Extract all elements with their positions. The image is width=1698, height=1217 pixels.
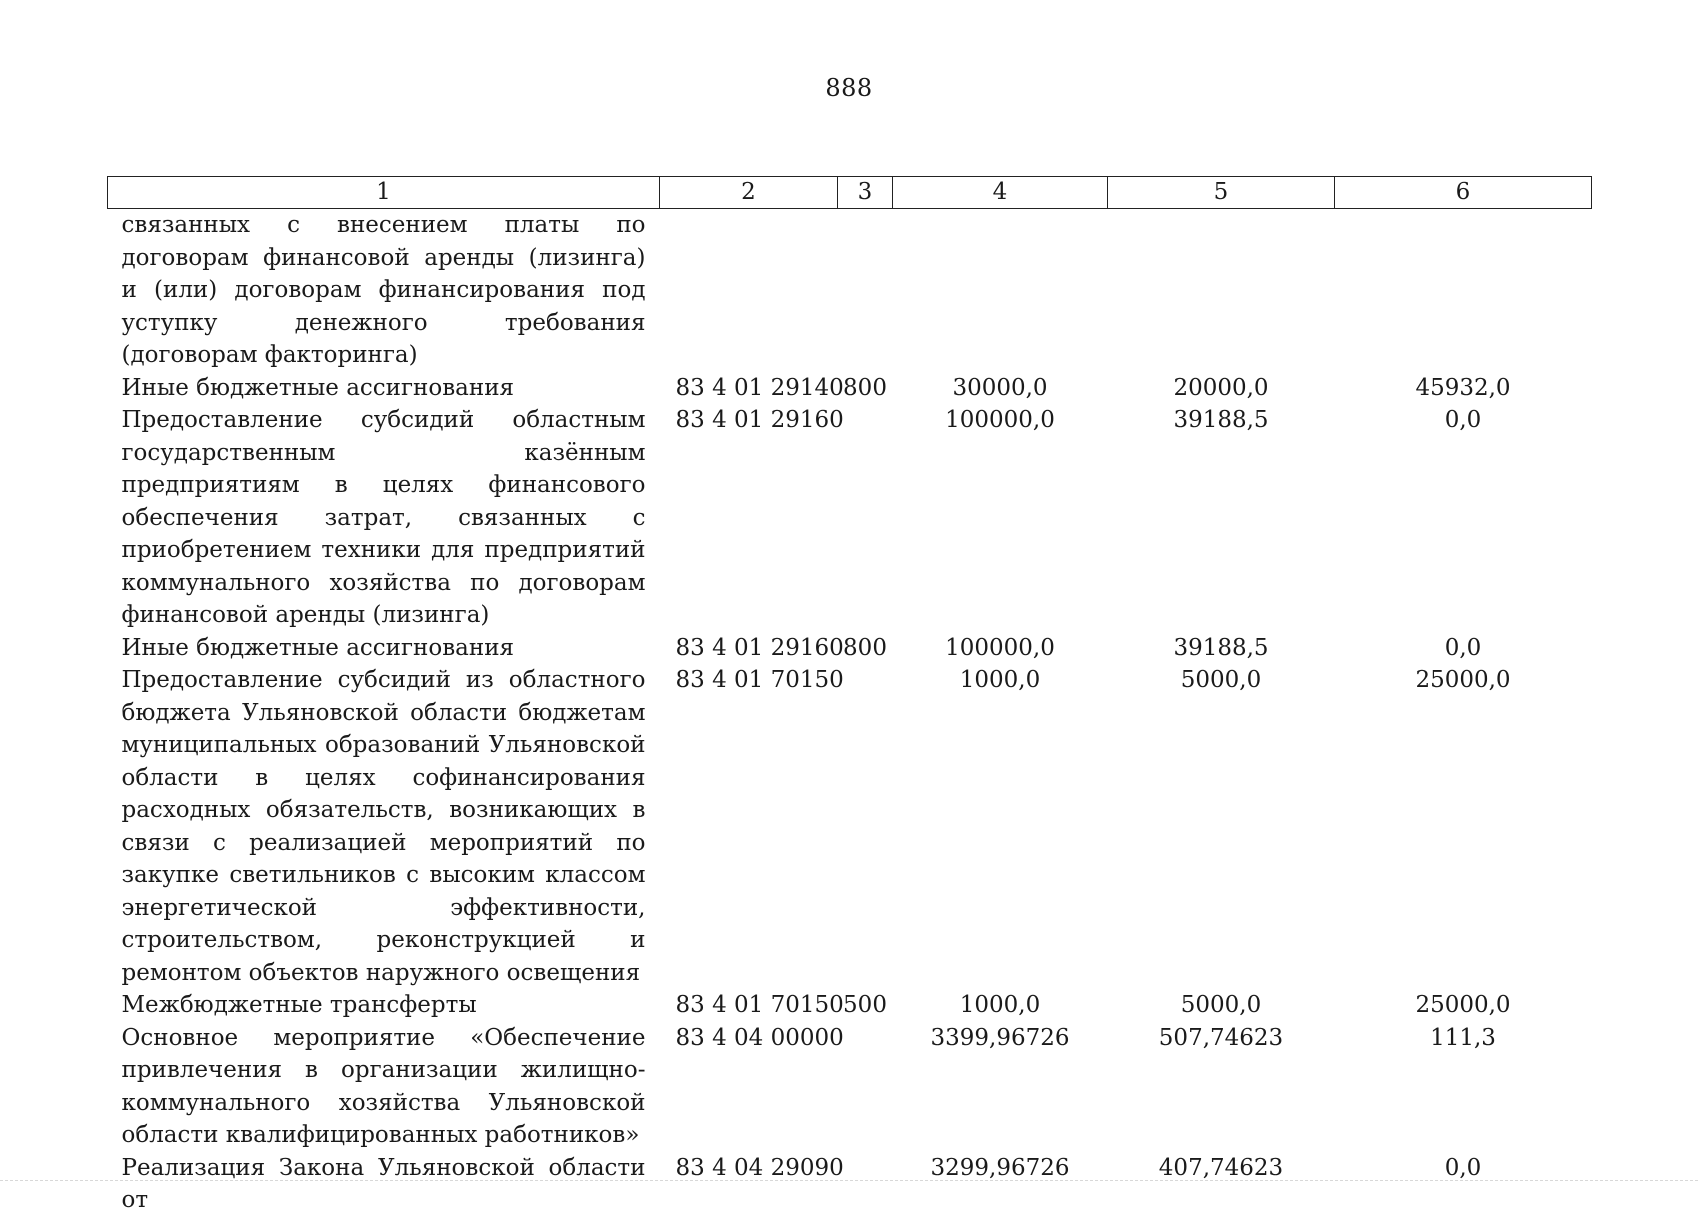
row-type [838, 664, 893, 989]
row-value-5: 39188,5 [1173, 634, 1269, 661]
row-value-6: 0,0 [1444, 407, 1482, 433]
row-code: 83 4 01 29160 [675, 407, 844, 433]
row-value-4: 1000,0 [959, 992, 1041, 1018]
row-value-6: 25000,0 [1415, 992, 1511, 1018]
row-value-5: 5000,0 [1180, 992, 1262, 1018]
row-type [838, 404, 893, 632]
row-code: 83 4 01 70150 [675, 667, 844, 693]
row-value-5 [1108, 209, 1335, 372]
row-value-4: 30000,0 [952, 374, 1048, 401]
row-value-4: 100000,0 [945, 407, 1055, 433]
row-value-5: 20000,0 [1173, 374, 1269, 401]
row-type: 500 [843, 992, 887, 1018]
row-value-5: 407,74623 [1158, 1154, 1284, 1181]
budget-table [107, 176, 1592, 1217]
row-value-6: 111,3 [1430, 1024, 1496, 1051]
row-value-4: 100000,0 [945, 634, 1055, 661]
row-name: Основное мероприятие «Обеспечение привлечения в организации жилищно-коммунального хозяйства Ульяновской области квалифицированных работников» [121, 1024, 646, 1148]
scan-bottom-edge [0, 1180, 1698, 1181]
row-value-5: 507,74623 [1158, 1024, 1284, 1051]
row-code: 83 4 01 70150 [675, 992, 844, 1018]
row-name: Реализация Закона Ульяновской области от [121, 1154, 646, 1213]
row-name: Иные бюджетные ассигнования [121, 374, 515, 401]
row-value-5: 39188,5 [1173, 407, 1269, 433]
row-name: связанных с внесением платы по договорам финансовой аренды (лизинга) и (или) договорам финансирования под уступку денежного требования (договорам факторинга) [121, 212, 646, 368]
table-row [108, 209, 1592, 372]
row-code: 83 4 01 29160 [675, 634, 844, 661]
row-name: Межбюджетные трансферты [121, 992, 477, 1018]
row-value-5: 5000,0 [1180, 667, 1262, 693]
row-code: 83 4 04 29090 [675, 1154, 844, 1181]
column-header-4: 4 [893, 177, 1108, 209]
row-value-6: 25000,0 [1415, 667, 1511, 693]
table-row [108, 404, 1592, 632]
column-header-1: 1 [108, 177, 660, 209]
row-value-6: 45932,0 [1415, 374, 1511, 401]
row-value-6: 0,0 [1444, 634, 1482, 661]
table-row [108, 1152, 1592, 1217]
row-type: 800 [843, 374, 887, 401]
table-row [108, 372, 1592, 405]
row-type [838, 209, 893, 372]
row-type [838, 1022, 893, 1152]
table-header-row [108, 177, 1592, 209]
row-code [660, 209, 838, 372]
row-name: Иные бюджетные ассигнования [121, 634, 515, 661]
table-row [108, 664, 1592, 989]
row-value-4: 3299,96726 [930, 1154, 1070, 1181]
row-code: 83 4 04 00000 [675, 1024, 844, 1051]
row-type: 800 [843, 634, 887, 661]
row-name: Предоставление субсидий областным государственным казённым предприятиям в целях финансового обеспечения затрат, связанных с приобретением техники для предприятий коммунального хозяйства по договорам финансовой аренды (лизинга) [121, 407, 646, 628]
table-row [108, 632, 1592, 665]
column-header-6: 6 [1335, 177, 1592, 209]
row-value-6 [1335, 209, 1592, 372]
column-header-2: 2 [660, 177, 838, 209]
table-row [108, 989, 1592, 1022]
column-header-5: 5 [1108, 177, 1335, 209]
row-name: Предоставление субсидий из областного бюджета Ульяновской области бюджетам муниципальных образований Ульяновской области в целях софинансирования расходных обязательств, возникающих в связи с реализацией мероприятий по закупке светильников с высоким классом энергетической эффективности, строительством, реконструкцией и ремонтом объектов наружного освещения [121, 667, 646, 986]
row-value-4: 1000,0 [959, 667, 1041, 693]
row-type [838, 1152, 893, 1217]
row-value-4 [893, 209, 1108, 372]
row-code: 83 4 01 29140 [675, 374, 844, 401]
page-number: 888 [825, 74, 873, 102]
column-header-3: 3 [838, 177, 893, 209]
table-row [108, 1022, 1592, 1152]
row-value-4: 3399,96726 [930, 1024, 1070, 1051]
row-value-6: 0,0 [1444, 1154, 1482, 1181]
